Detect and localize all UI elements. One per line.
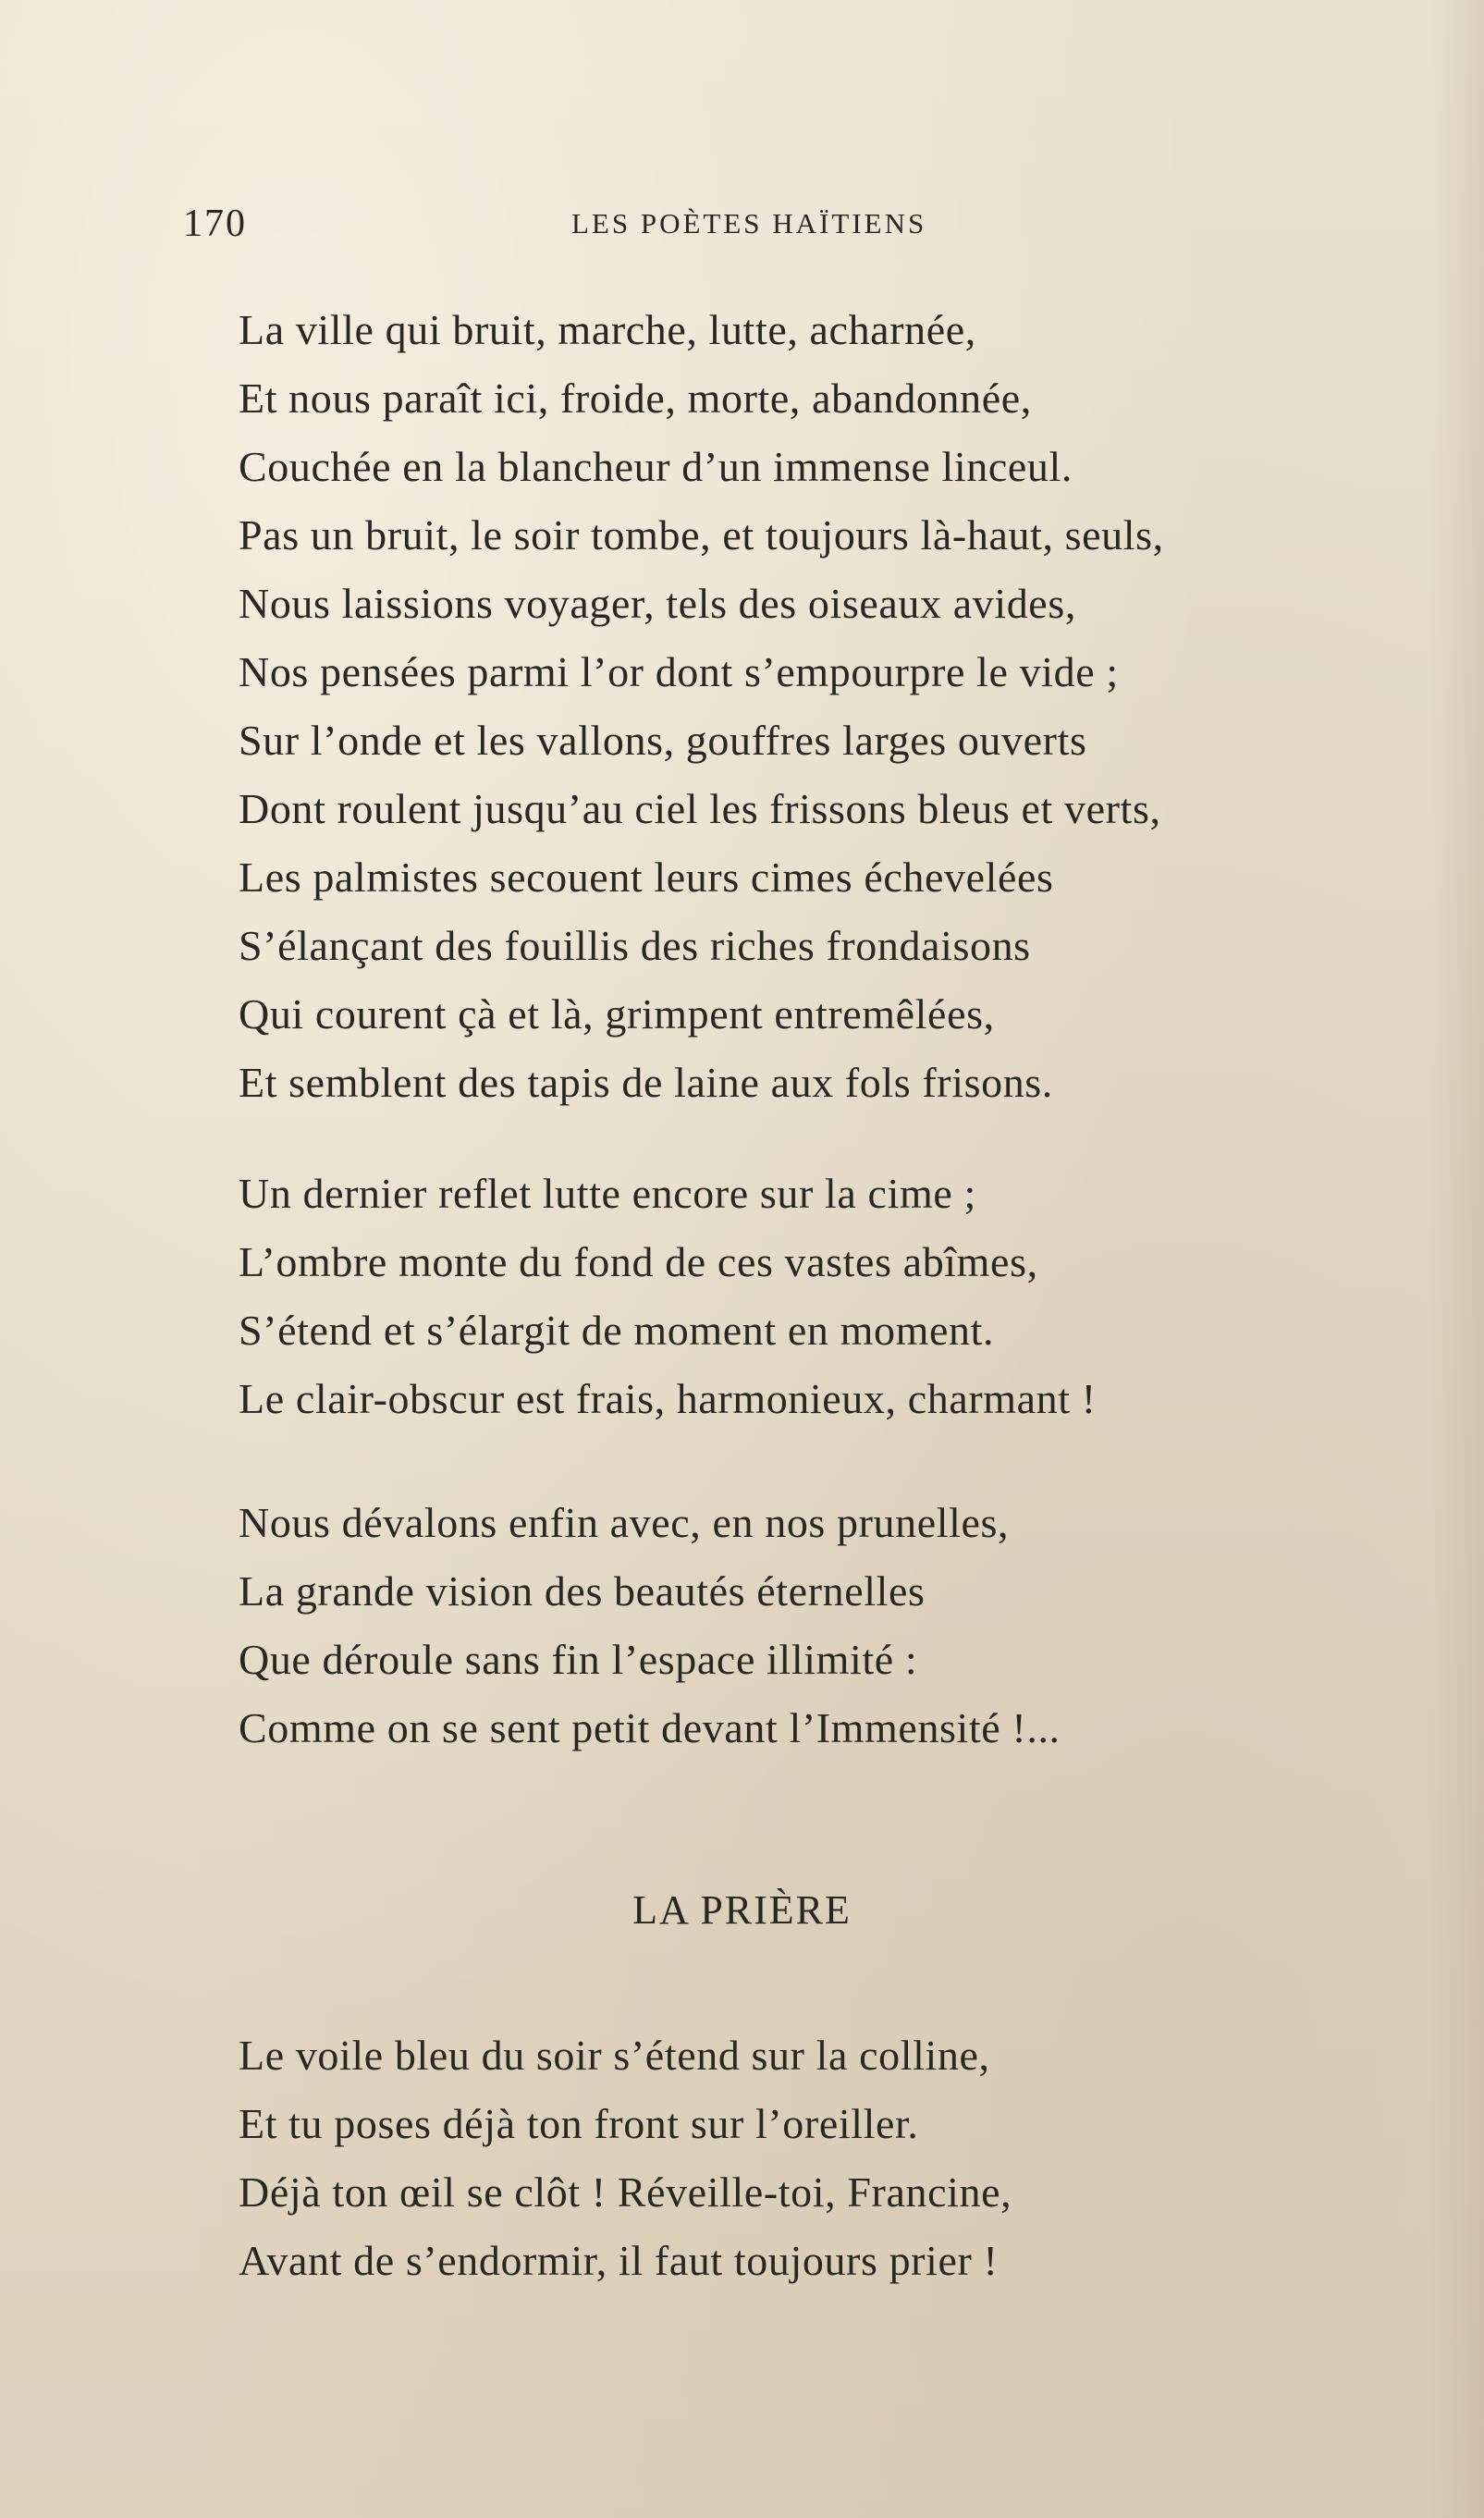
page-number: 170 — [183, 203, 247, 245]
running-title: LES POÈTES HAÏTIENS — [571, 207, 927, 240]
page-header — [183, 202, 1394, 257]
verse-line: Couchée en la blancheur d’un immense linceul. — [239, 443, 1073, 490]
verse-line: Les palmistes secouent leurs cimes échevelées — [239, 854, 1054, 901]
verse-line: Comme on se sent petit devant l’Immensité !... — [239, 1704, 1061, 1751]
verse-line: Que déroule sans fin l’espace illimité : — [239, 1636, 918, 1683]
verse-line: Et tu poses déjà ton front sur l’oreiller. — [239, 2100, 919, 2147]
verse-line: La ville qui bruit, marche, lutte, acharnée, — [239, 306, 976, 353]
section-title: LA PRIÈRE — [632, 1887, 852, 1933]
verse-line: Nous laissions voyager, tels des oiseaux avides, — [239, 580, 1076, 627]
verse-line: Dont roulent jusqu’au ciel les frissons bleus et verts, — [239, 785, 1161, 832]
verse-line: Nos pensées parmi l’or dont s’empourpre le vide ; — [239, 648, 1119, 695]
verse-line: Le clair-obscur est frais, harmonieux, charmant ! — [239, 1375, 1097, 1422]
prayer-stanza — [239, 2021, 1012, 2295]
stanza-1 — [239, 296, 1164, 1117]
verse-line: Nous dévalons enfin avec, en nos prunelles, — [239, 1499, 1010, 1546]
verse-line: Et nous paraît ici, froide, morte, abandonnée, — [239, 375, 1032, 422]
verse-line: Déjà ton œil se clôt ! Réveille-toi, Francine, — [239, 2168, 1012, 2216]
stanza-2 — [239, 1160, 1097, 1433]
verse-line: La grande vision des beautés éternelles — [239, 1567, 926, 1615]
verse-line: Pas un bruit, le soir tombe, et toujours là-haut, seuls, — [239, 511, 1164, 559]
verse-line: Un dernier reflet lutte encore sur la cime ; — [239, 1170, 976, 1217]
verse-line: S’élançant des fouillis des riches frondaisons — [239, 922, 1031, 969]
verse-line: Avant de s’endormir, il faut toujours prier ! — [239, 2237, 999, 2284]
page-edge-shadow — [1429, 0, 1484, 2518]
verse-line: Qui courent çà et là, grimpent entremêlées, — [239, 990, 995, 1038]
verse-line: Le voile bleu du soir s’étend sur la colline, — [239, 2032, 990, 2079]
stanza-3 — [239, 1489, 1061, 1763]
verse-line: Sur l’onde et les vallons, gouffres larges ouverts — [239, 717, 1087, 764]
verse-line: S’étend et s’élargit de moment en moment. — [239, 1307, 995, 1354]
verse-line: Et semblent des tapis de laine aux fols frisons. — [239, 1059, 1053, 1106]
verse-line: L’ombre monte du fond de ces vastes abîmes, — [239, 1238, 1038, 1285]
